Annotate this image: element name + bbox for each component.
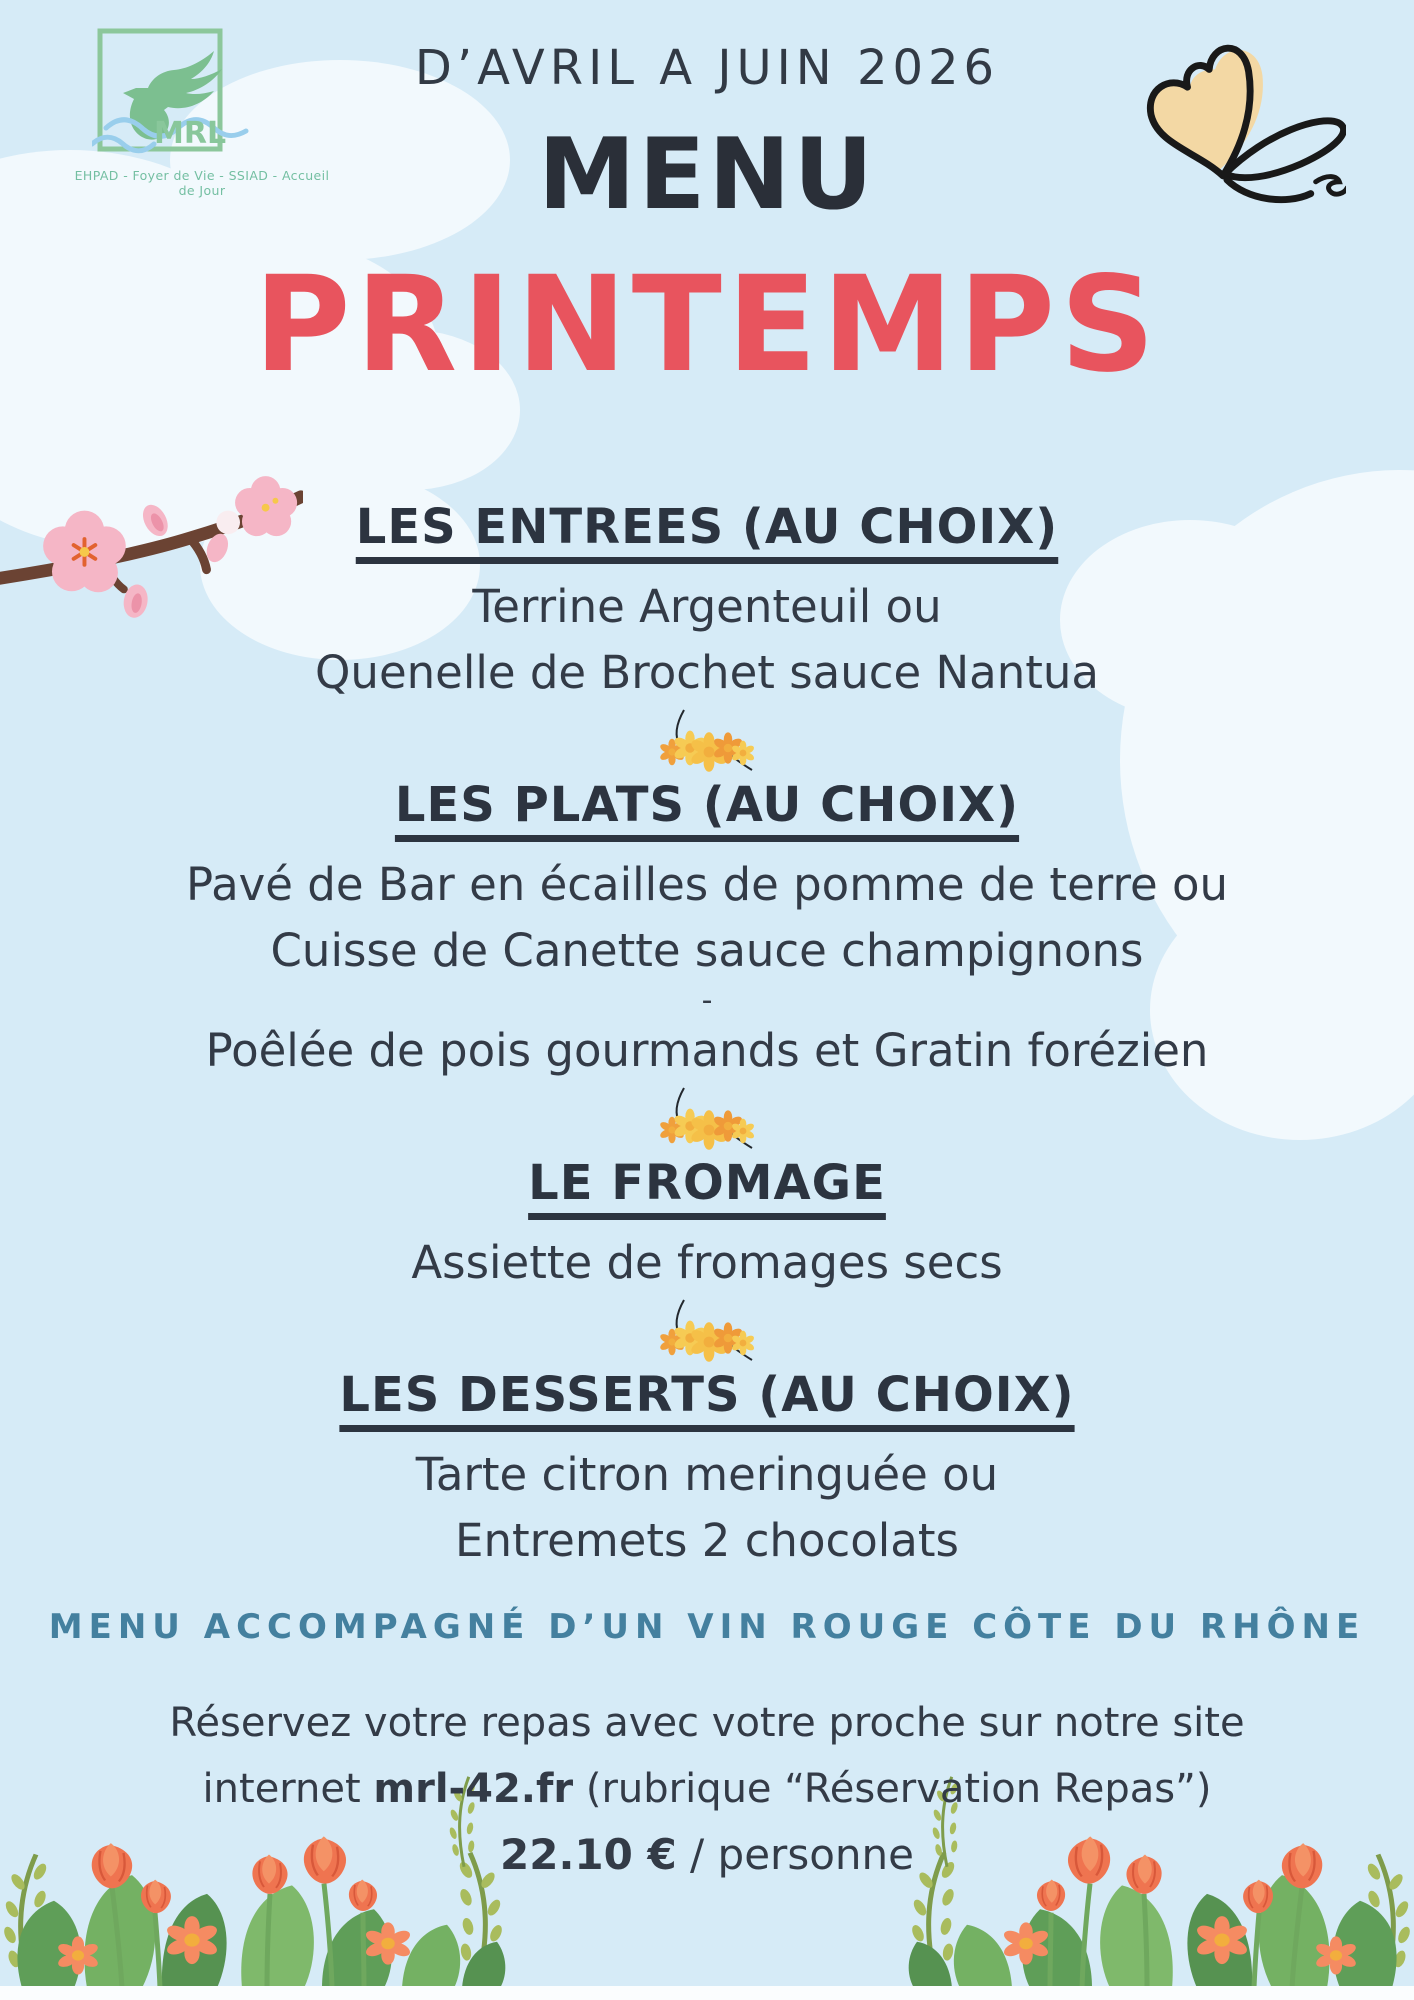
menu-item: Cuisse de Canette sauce champignons: [270, 924, 1144, 977]
flower-divider-icon: [622, 1086, 792, 1150]
menu-item: Assiette de fromages secs: [411, 1236, 1003, 1289]
flower-divider-icon: [622, 708, 792, 772]
mrl-logo-icon: [92, 26, 262, 164]
section-heading: LES ENTREES (AU CHOIX): [355, 499, 1059, 555]
section-fromage: [411, 1152, 1002, 1296]
section-heading: LES PLATS (AU CHOIX): [394, 777, 1020, 833]
section-plats: [186, 774, 1228, 1084]
price-suffix: / personne: [676, 1830, 914, 1879]
section-heading: LES DESSERTS (AU CHOIX): [339, 1367, 1075, 1423]
menu-item: Quenelle de Brochet sauce Nantua: [315, 646, 1099, 699]
item-separator: -: [701, 983, 713, 1018]
section-entrees: [315, 496, 1099, 706]
price-value: 22.10 €: [500, 1830, 677, 1879]
season-title: PRINTEMPS: [253, 248, 1161, 402]
menu-item: Pavé de Bar en écailles de pomme de terre ou: [185, 858, 1229, 911]
website-link[interactable]: mrl-42.fr: [373, 1766, 574, 1812]
section-heading: LE FROMAGE: [528, 1155, 886, 1211]
flower-divider-icon: [622, 1298, 792, 1362]
reservation-line2-prefix: internet: [202, 1766, 374, 1812]
reservation-line2: [169, 1756, 1244, 1822]
mrl-logo: [72, 26, 332, 198]
reservation-info: [169, 1690, 1244, 1888]
bottom-strip: [0, 1986, 1414, 2000]
menu-item: Tarte citron meringuée ou: [415, 1448, 999, 1501]
menu-item: Terrine Argenteuil ou: [472, 580, 942, 633]
section-desserts: [339, 1364, 1074, 1574]
date-range: D’AVRIL A JUIN 2026: [414, 40, 1000, 96]
menu-title: MENU: [537, 118, 877, 232]
logo-subtitle: EHPAD - Foyer de Vie - SSIAD - Accueil de Jour: [74, 168, 330, 198]
logo-acronym: MRL: [154, 116, 227, 151]
reservation-line2-suffix: (rubrique “Réservation Repas”): [573, 1766, 1212, 1812]
wine-note: MENU ACCOMPAGNÉ D’UN VIN ROUGE CÔTE DU RHÔNE: [48, 1607, 1366, 1647]
reservation-line1: Réservez votre repas avec votre proche sur notre site: [169, 1700, 1245, 1746]
menu-content: [0, 496, 1414, 1888]
menu-item: Entremets 2 chocolats: [455, 1514, 959, 1567]
menu-item: Poêlée de pois gourmands et Gratin forézien: [205, 1024, 1209, 1077]
price-line: [169, 1822, 1244, 1888]
